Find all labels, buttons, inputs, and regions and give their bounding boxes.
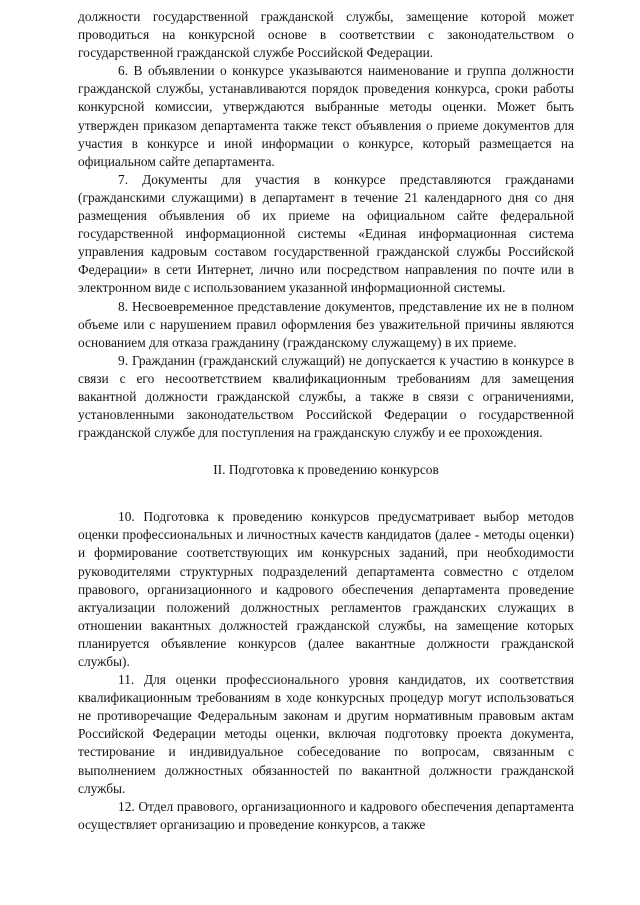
paragraph-10: 10. Подготовка к проведению конкурсов предусматривает выбор методов оценки профессиональных и личностных качеств кандидатов (далее - методы оценки) и формирование соответствующих им конкурсных заданий, при необходимости руководителями структурных подразделений департамента совместно с отделом правового, организационного и кадрового обеспечения департамента проведение актуализации положений должностных регламентов гражданских служащих в отношении вакантных должностей гражданской службы, на замещение которых планируется объявление конкурсов (далее вакантные должности гражданской службы).	[78, 509, 574, 669]
paragraph-9: 9. Гражданин (гражданский служащий) не допускается к участию в конкурсе в связи с его несоответствием квалификационным требованиям для замещения вакантной должности гражданской службы, а также в связи с ограничениями, установленными законодательством Российской Федерации о государственной гражданской службе для поступления на гражданскую службу и ее прохождения.	[78, 352, 574, 441]
document-page	[78, 8, 574, 834]
paragraph-6: 6. В объявлении о конкурсе указываются наименование и группа должности гражданской службы, устанавливаются порядок проведения конкурса, сроки работы конкурсной комиссии, утверждаются выбранные методы оценки. Может быть утвержден приказом департамента также текст объявления о приеме документов для участия в конкурсе и иной информации о конкурсе, который размещается на официальном сайте департамента.	[78, 63, 574, 169]
paragraph-12: 12. Отдел правового, организационного и кадрового обеспечения департамента осуществляет организацию и проведение конкурсов, а также	[78, 798, 574, 832]
paragraph-continuation: должности государственной гражданской службы, замещение которой может проводиться на конкурсной основе в соответствии с законодательством о государственной гражданской службе Российской Федерации.	[78, 9, 574, 61]
paragraph-7: 7. Документы для участия в конкурсе представляются гражданами (гражданскими служащими) в департамент в течение 21 календарного дня со дня размещения объявления об их приеме на официальном сайте федеральной государственной информационной системы «Единая информационная система управления кадровым составом государственной гражданской службы Российской Федерации» в сети Интернет, лично или посредством направления по почте или в электронном виде с использованием указанной информационной системы.	[78, 171, 574, 296]
section-heading: II. Подготовка к проведению конкурсов	[213, 462, 439, 478]
paragraph-8: 8. Несвоевременное представление документов, представление их не в полном объеме или с нарушением правил оформления без уважительной причины являются основанием для отказа гражданину (гражданскому служащему) в их приеме.	[78, 298, 574, 350]
paragraph-11: 11. Для оценки профессионального уровня кандидатов, их соответствия квалификационным требованиям в ходе конкурсных процедур могут использоваться не противоречащие Федеральным законам и другим нормативным правовым актам Российской Федерации методы оценки, включая подготовку проекта документа, тестирование и индивидуальное собеседование по вопросам, связанным с выполнением должностных обязанностей по вакантной должности гражданской службы.	[78, 672, 574, 796]
